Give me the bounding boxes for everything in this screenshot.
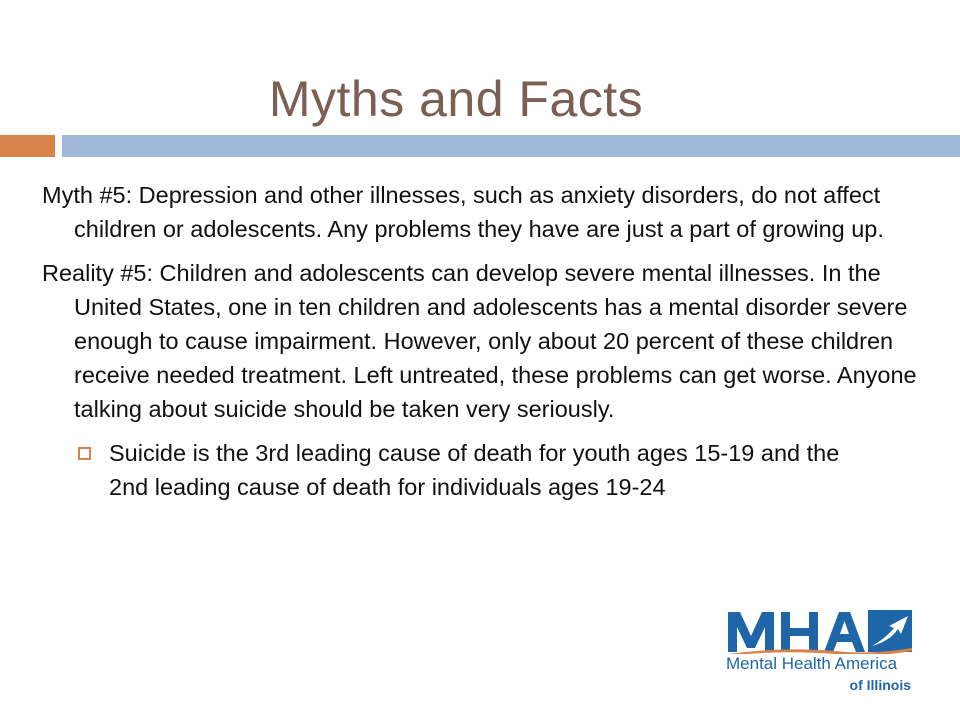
sub-bullet-item: [109, 436, 872, 504]
square-bullet-icon: [78, 447, 91, 460]
logo-text-line2: of Illinois: [849, 677, 911, 693]
mha-logo: [726, 608, 922, 708]
logo-text-line1: Mental Health America: [726, 654, 898, 673]
reality-paragraph: Reality #5: Children and adolescents can develop severe mental illnesses. In the United States, one in ten children and adolescents has a mental disorder severe enough to cause impairment. However, only about 20 percent of these children receive needed treatment. Left untreated, these problems can get worse. Anyone talking about suicide should be taken very seriously.: [42, 260, 917, 422]
title-accent-bar-orange: [0, 135, 55, 157]
slide-content: [42, 178, 922, 504]
sub-bullet-list: [42, 436, 922, 504]
title-accent-bar-blue: [62, 135, 960, 157]
mha-logo-mark: [726, 608, 916, 654]
myth-paragraph: Myth #5: Depression and other illnesses, such as anxiety disorders, do not affect children or adolescents. Any problems they have are just a part of growing up.: [42, 182, 884, 242]
slide-title: Myths and Facts: [268, 71, 644, 127]
sub-bullet-text: Suicide is the 3rd leading cause of death for youth ages 15-19 and the 2nd leading cause of death for individuals ages 19-24: [109, 440, 840, 500]
